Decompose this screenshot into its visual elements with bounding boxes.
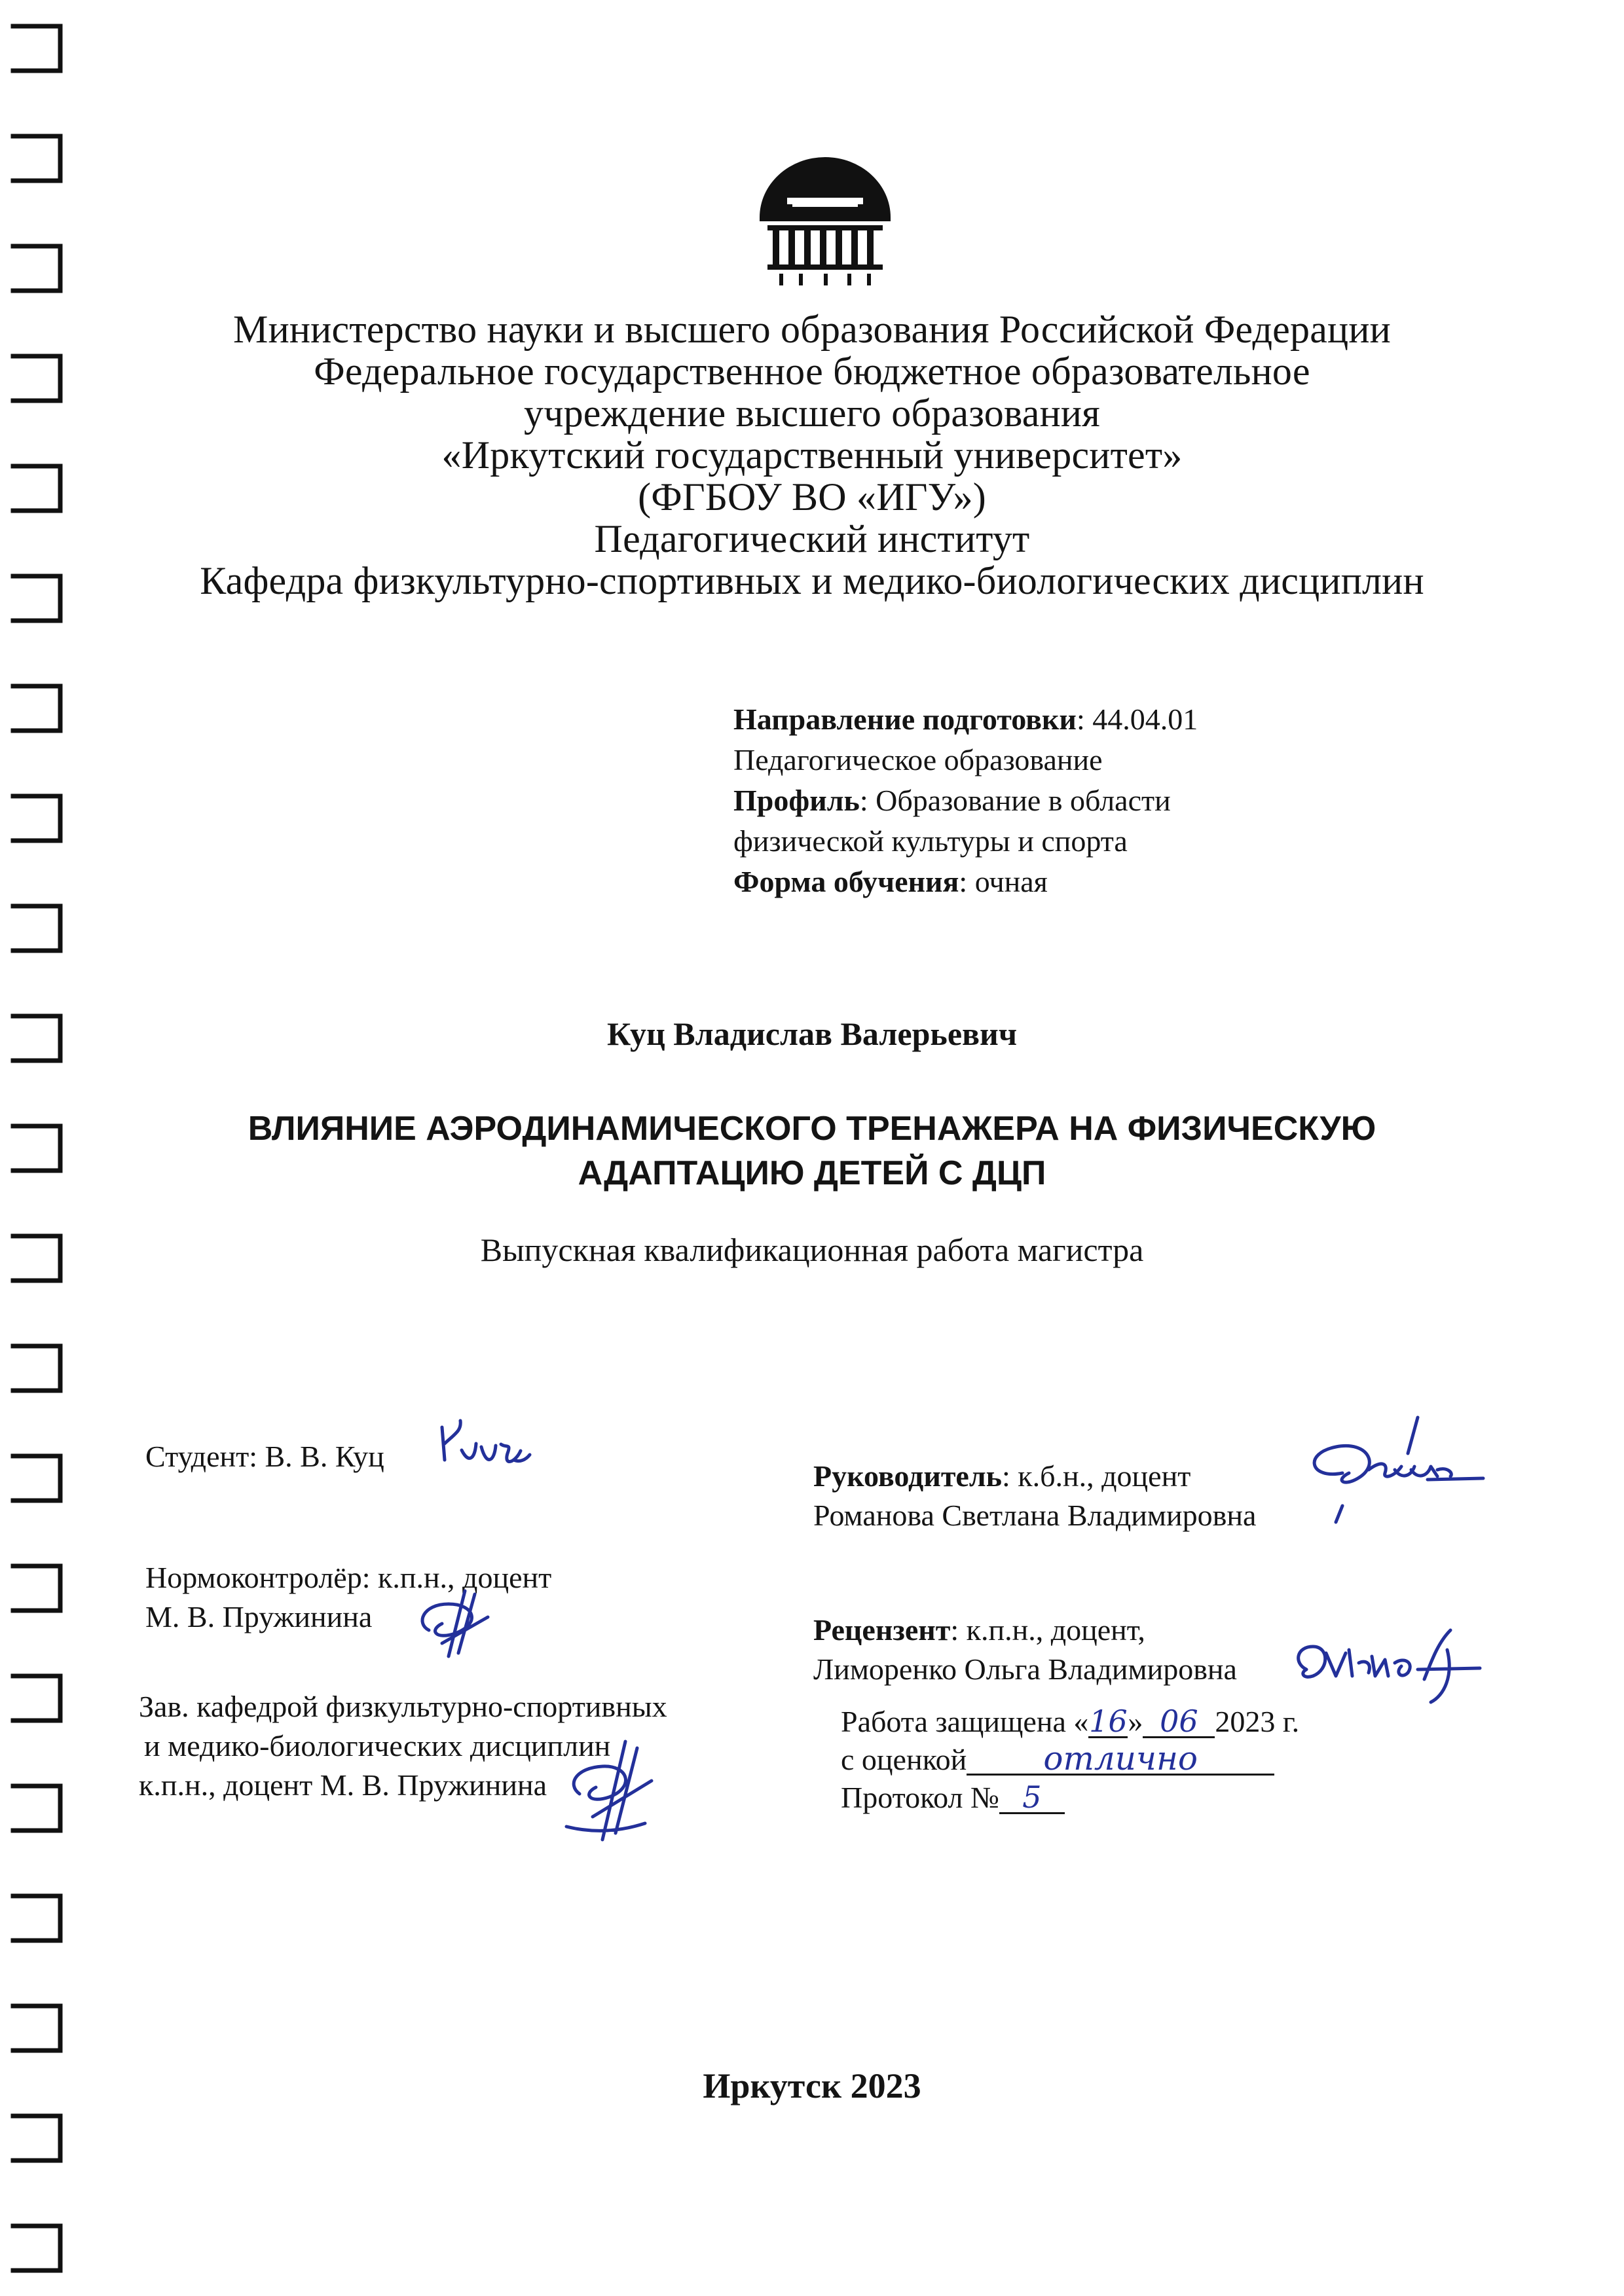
normcontrol-signature xyxy=(403,1578,514,1663)
binding-loop xyxy=(13,1566,60,1611)
direction-row xyxy=(733,699,1323,740)
binding-loop xyxy=(13,796,60,841)
department-name: Кафедра физкультурно-спортивных и медико-биологических дисциплин xyxy=(200,559,1424,602)
binding-loop xyxy=(13,686,60,731)
protocol-line xyxy=(841,1778,1065,1817)
defense-year: 2023 г. xyxy=(1215,1705,1300,1738)
supervisor-label: Руководитель xyxy=(813,1459,1002,1493)
city-year: Иркутск 2023 xyxy=(703,2066,921,2105)
protocol-number: 5 xyxy=(999,1782,1065,1814)
binding-loop xyxy=(13,1896,60,1941)
binding-loop xyxy=(13,1346,60,1391)
binding-loop xyxy=(13,906,60,951)
protocol-prefix: Протокол № xyxy=(841,1781,999,1814)
binding-loop xyxy=(13,1786,60,1831)
binding-loop xyxy=(13,246,60,291)
supervisor-signature xyxy=(1297,1414,1486,1545)
institution-line-2: учреждение высшего образования xyxy=(524,392,1100,435)
institution-line-1: Федеральное государственное бюджетное образовательное xyxy=(314,350,1310,393)
direction-name: Педагогическое образование xyxy=(733,743,1103,776)
normcontrol-title: Нормоконтролёр: к.п.н., доцент xyxy=(145,1561,552,1594)
defense-date-prefix: Работа защищена « xyxy=(841,1705,1089,1738)
profile-value-cont: физической культуры и спорта xyxy=(733,824,1128,858)
defense-date-mid: » xyxy=(1128,1705,1143,1738)
form-value: : очная xyxy=(959,865,1048,898)
head-title-line-3: к.п.н., доцент М. В. Пружинина xyxy=(139,1768,547,1802)
normcontrol-name: М. В. Пружинина xyxy=(145,1600,373,1633)
defense-date-line xyxy=(841,1702,1299,1741)
binding-loop xyxy=(13,2116,60,2160)
supervisor-row xyxy=(813,1457,1256,1496)
program-details xyxy=(733,699,1323,902)
grade-value: отлично xyxy=(967,1743,1274,1776)
binding-loop xyxy=(13,1676,60,1721)
form-row xyxy=(733,862,1323,902)
reviewer-signature xyxy=(1287,1624,1490,1709)
binding-loop xyxy=(13,1456,60,1501)
thesis-title-line-1: ВЛИЯНИЕ АЭРОДИНАМИЧЕСКОГО ТРЕНАЖЕРА НА ФИЗИЧЕСКУЮ xyxy=(248,1110,1376,1148)
work-type: Выпускная квалификационная работа магистра xyxy=(480,1231,1144,1268)
reviewer-label: Рецензент xyxy=(813,1613,951,1647)
profile-value: : Образование в области xyxy=(859,784,1171,817)
supervisor-block xyxy=(813,1457,1256,1535)
university-logo xyxy=(753,157,897,288)
grade-prefix: с оценкой xyxy=(841,1743,967,1776)
student-line: Студент: В. В. Куц xyxy=(145,1440,384,1473)
ministry-line: Министерство науки и высшего образования Российской Федерации xyxy=(233,308,1391,351)
university-name: «Иркутский государственный университет» xyxy=(441,433,1183,477)
binding-loop xyxy=(13,2226,60,2270)
head-signature xyxy=(553,1735,671,1846)
defense-month: 06 xyxy=(1143,1706,1215,1738)
supervisor-degree: : к.б.н., доцент xyxy=(1001,1459,1191,1493)
institute-name: Педагогический институт xyxy=(594,517,1030,560)
student-signature xyxy=(435,1414,534,1486)
direction-code: : 44.04.01 xyxy=(1076,702,1198,736)
reviewer-degree: : к.п.н., доцент, xyxy=(950,1613,1145,1647)
profile-row xyxy=(733,780,1323,821)
form-label: Форма обучения xyxy=(733,865,959,898)
defense-day: 16 xyxy=(1089,1704,1128,1739)
binding-loop xyxy=(13,2006,60,2050)
reviewer-name: Лиморенко Ольга Владимировна xyxy=(813,1652,1237,1686)
binding-loop xyxy=(13,26,60,71)
author-name: Куц Владислав Валерьевич xyxy=(606,1015,1018,1052)
head-title-line-1: Зав. кафедрой физкультурно-спортивных xyxy=(139,1690,667,1723)
supervisor-name: Романова Светлана Владимировна xyxy=(813,1499,1257,1532)
reviewer-row xyxy=(813,1611,1237,1650)
grade-line xyxy=(841,1740,1274,1779)
university-abbrev: (ФГБОУ ВО «ИГУ») xyxy=(638,475,986,519)
binding-loop xyxy=(13,136,60,181)
profile-label: Профиль xyxy=(733,784,860,817)
thesis-title xyxy=(0,1106,1624,1195)
head-title-line-2: и медико-биологических дисциплин xyxy=(144,1729,611,1762)
reviewer-block xyxy=(813,1611,1237,1689)
thesis-title-line-2: АДАПТАЦИЮ ДЕТЕЙ С ДЦП xyxy=(578,1154,1046,1192)
direction-label: Направление подготовки xyxy=(733,702,1077,736)
